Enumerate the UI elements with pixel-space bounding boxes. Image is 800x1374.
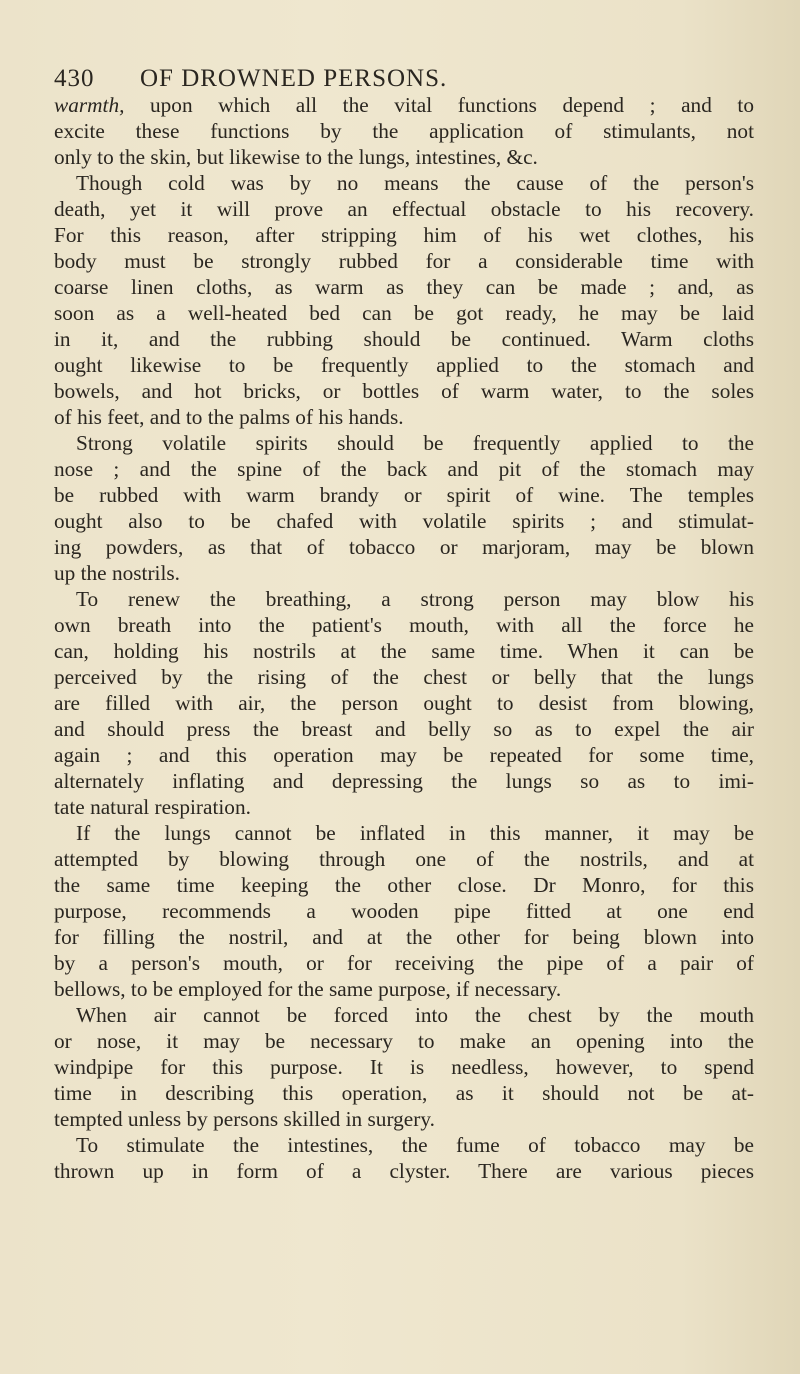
text-line: only to the skin, but likewise to the lungs, intestines, &c.: [54, 145, 538, 169]
text-line: windpipe for this purpose. It is needless, however, to spend: [54, 1055, 754, 1079]
paragraph-start-line: Strong volatile spirits should be frequently applied to the: [76, 431, 754, 455]
text-line: purpose, recommends a wooden pipe fitted at one end: [54, 899, 754, 923]
text-line: For this reason, after stripping him of his wet clothes, his: [54, 223, 754, 247]
text-line: are filled with air, the person ought to desist from blowing,: [54, 691, 754, 715]
text-line: in it, and the rubbing should be continued. Warm cloths: [54, 327, 754, 351]
text-line: alternately inflating and depressing the lungs so as to imi-: [54, 769, 754, 793]
text-line: can, holding his nostrils at the same time. When it can be: [54, 639, 754, 663]
paragraph-start-line: When air cannot be forced into the chest by the mouth: [76, 1003, 754, 1027]
text-line: perceived by the rising of the chest or belly that the lungs: [54, 665, 754, 689]
body-text: [54, 92, 754, 1184]
text-line: body must be strongly rubbed for a considerable time with: [54, 249, 754, 273]
paragraph-start-line: To renew the breathing, a strong person may blow his: [76, 587, 754, 611]
text-line: or nose, it may be necessary to make an opening into the: [54, 1029, 754, 1053]
text-line: the same time keeping the other close. Dr Monro, for this: [54, 873, 754, 897]
text-line: thrown up in form of a clyster. There are various pieces: [54, 1159, 754, 1183]
text-line: for filling the nostril, and at the other for being blown into: [54, 925, 754, 949]
text-line: excite these functions by the application of stimulants, not: [54, 119, 754, 143]
text-line: tate natural respiration.: [54, 795, 251, 819]
text-line: time in describing this operation, as it should not be at-: [54, 1081, 754, 1105]
text-line: bellows, to be employed for the same purpose, if necessary.: [54, 977, 562, 1001]
text-line: soon as a well-heated bed can be got ready, he may be laid: [54, 301, 754, 325]
paragraph-start-line: To stimulate the intestines, the fume of tobacco may be: [76, 1133, 754, 1157]
text-line: death, yet it will prove an effectual obstacle to his recovery.: [54, 197, 754, 221]
page-number: 430: [54, 65, 95, 92]
text-line: ing powders, as that of tobacco or marjoram, may be blown: [54, 535, 754, 559]
text-line: own breath into the patient's mouth, with all the force he: [54, 613, 754, 637]
text-line: again ; and this operation may be repeated for some time,: [54, 743, 754, 767]
text-line: up the nostrils.: [54, 561, 181, 585]
text-line: warmth, upon which all the vital functions depend ; and to: [54, 93, 754, 117]
text-line: ought also to be chafed with volatile spirits ; and stimulat-: [54, 509, 754, 533]
text-line: bowels, and hot bricks, or bottles of warm water, to the soles: [54, 379, 754, 403]
paragraph-start-line: Though cold was by no means the cause of the person's: [76, 171, 754, 195]
paragraph-start-line: If the lungs cannot be inflated in this manner, it may be: [76, 821, 754, 845]
text-line: ought likewise to be frequently applied to the stomach and: [54, 353, 754, 377]
text-line: of his feet, and to the palms of his hands.: [54, 405, 404, 429]
text-line: nose ; and the spine of the back and pit of the stomach may: [54, 457, 754, 481]
text-line: by a person's mouth, or for receiving the pipe of a pair of: [54, 951, 754, 975]
text-line: coarse linen cloths, as warm as they can be made ; and, as: [54, 275, 754, 299]
text-line: and should press the breast and belly so as to expel the air: [54, 717, 754, 741]
italic-word: warmth,: [54, 93, 125, 117]
text-line: be rubbed with warm brandy or spirit of wine. The temples: [54, 483, 754, 507]
running-title: OF DROWNED PERSONS.: [140, 65, 448, 92]
text-line: attempted by blowing through one of the nostrils, and at: [54, 847, 754, 871]
running-header: [54, 64, 754, 94]
text-line: tempted unless by persons skilled in surgery.: [54, 1107, 435, 1131]
